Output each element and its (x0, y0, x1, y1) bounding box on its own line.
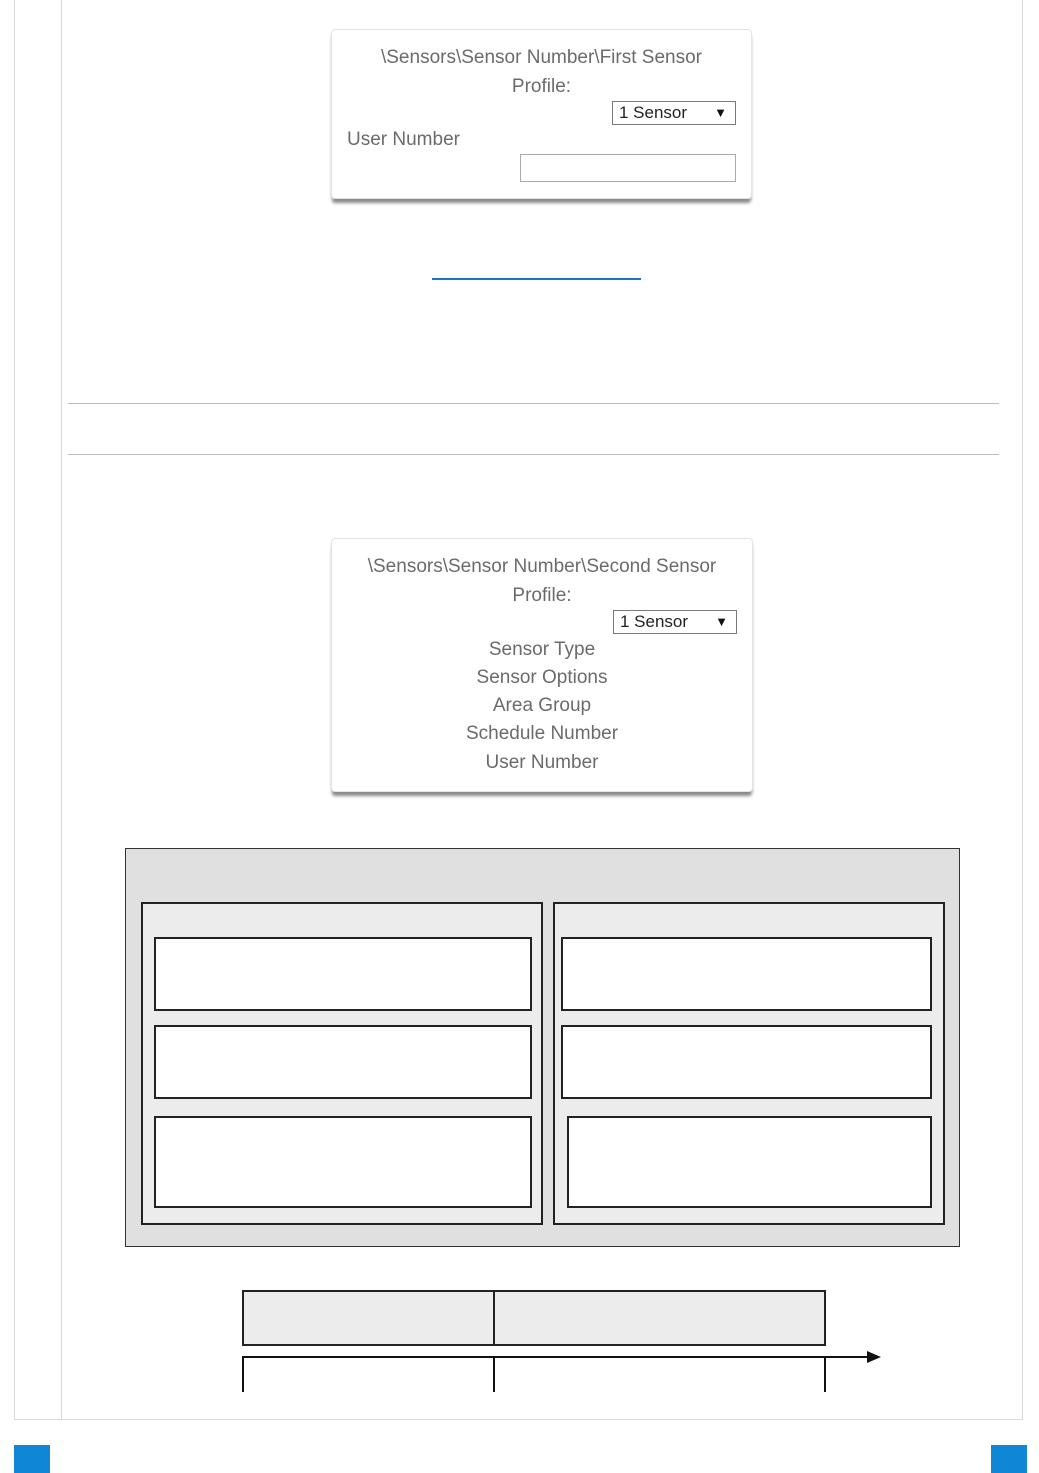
diagram-right-box-3 (567, 1116, 932, 1208)
diagram-right-column (553, 902, 945, 1225)
timeline-segment-1 (242, 1290, 495, 1346)
first-profile-label: Profile: (511, 76, 572, 97)
second-profile-label: Profile: (512, 585, 572, 606)
chevron-down-icon: ▼ (714, 105, 727, 120)
timeline-segment-2 (493, 1290, 826, 1346)
timeline-tick-middle (493, 1356, 495, 1392)
diagram-left-box-2 (154, 1025, 532, 1099)
schedule-number-label: Schedule Number (465, 723, 619, 744)
chevron-down-icon: ▼ (715, 614, 728, 629)
timeline-axis-line (242, 1356, 868, 1358)
area-group-label: Area Group (492, 695, 592, 716)
first-sensor-card (331, 29, 752, 199)
second-profile-value: 1 Sensor (620, 612, 689, 631)
second-sensor-path: \Sensors\Sensor Number\Second Sensor (367, 556, 717, 577)
first-sensor-path: \Sensors\Sensor Number\First Sensor (380, 47, 702, 68)
footer-accent-left (14, 1445, 50, 1473)
footer-accent-right (991, 1445, 1027, 1473)
diagram-right-box-2 (561, 1025, 932, 1099)
user-number-input[interactable] (520, 154, 736, 182)
sensor-type-label: Sensor Type (488, 639, 596, 660)
diagram-outer-box (125, 848, 960, 1247)
diagram-right-box-1 (561, 937, 932, 1011)
timeline-arrowhead-icon (867, 1351, 881, 1363)
sensor-options-label: Sensor Options (476, 667, 608, 688)
horizontal-rule-top (68, 403, 999, 404)
first-profile-value: 1 Sensor (619, 103, 688, 122)
timeline-tick-end (824, 1356, 826, 1392)
diagram-left-box-1 (154, 937, 532, 1011)
diagram-left-box-3 (154, 1116, 532, 1208)
diagram-left-column (141, 902, 543, 1225)
second-profile-select[interactable] (613, 610, 737, 634)
user-number-label: User Number (485, 752, 599, 773)
hyperlink-underline[interactable] (432, 278, 641, 280)
horizontal-rule-bottom (68, 454, 999, 455)
timeline-tick-start (242, 1356, 244, 1392)
page-margin-divider (61, 0, 62, 1420)
first-user-number-label: User Number (347, 129, 460, 150)
first-profile-select[interactable] (612, 101, 736, 125)
second-sensor-card (331, 538, 753, 792)
